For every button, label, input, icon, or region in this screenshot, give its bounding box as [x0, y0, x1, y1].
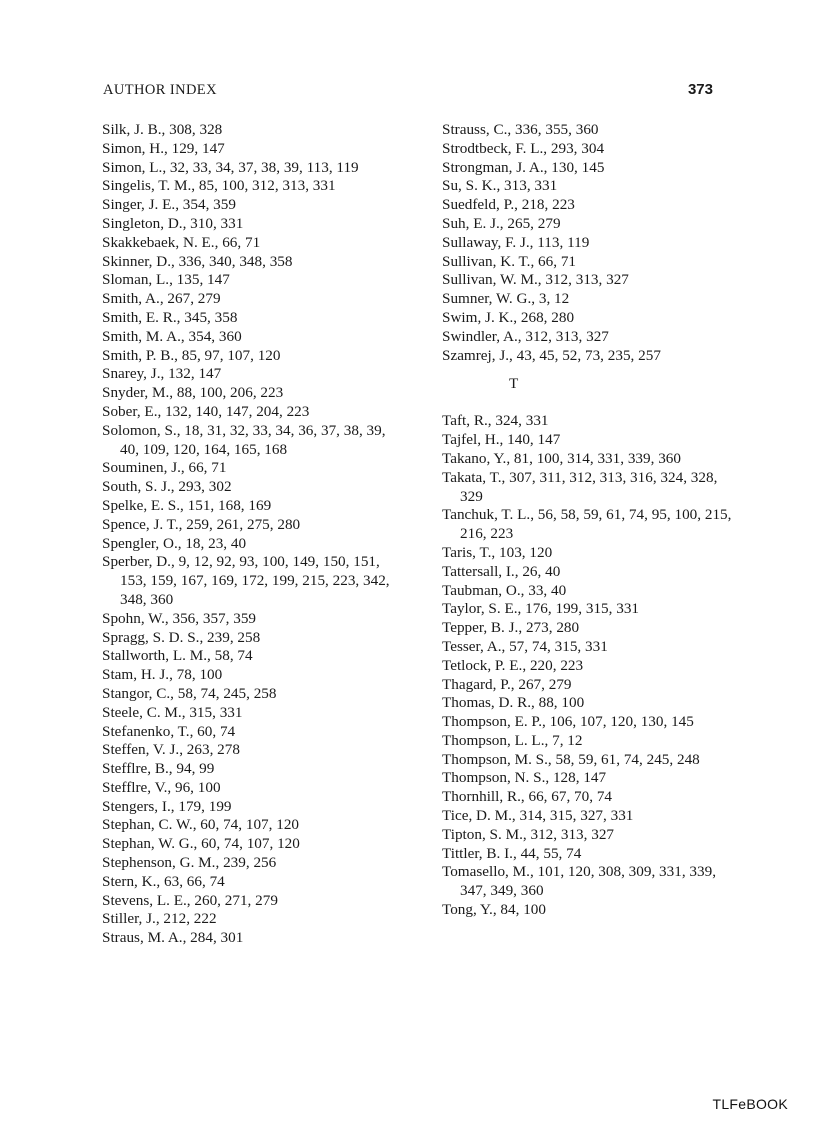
index-entry: Thompson, E. P., 106, 107, 120, 130, 145 — [442, 713, 694, 731]
index-entry: Thompson, L. L., 7, 12 — [442, 731, 583, 749]
index-entry: Sperber, D., 9, 12, 92, 93, 100, 149, 150, 151, 153, 159, 167, 169, 172, 199, 215, 223, 342, 348, 360 — [102, 553, 390, 608]
index-entry: Skinner, D., 336, 340, 348, 358 — [102, 252, 293, 270]
left-index-column — [102, 121, 402, 948]
index-entry: Stephan, C. W., 60, 74, 107, 120 — [102, 816, 300, 834]
s-entries-group — [442, 121, 742, 365]
index-entry: Tong, Y., 84, 100 — [442, 901, 546, 919]
index-entry: Stam, H. J., 78, 100 — [102, 666, 223, 684]
index-entry: Suedfeld, P., 218, 223 — [442, 196, 575, 214]
index-entry: Snarey, J., 132, 147 — [102, 365, 222, 383]
index-entry: Tajfel, H., 140, 147 — [442, 431, 561, 449]
index-entry: Smith, A., 267, 279 — [102, 290, 221, 308]
index-entry: Spengler, O., 18, 23, 40 — [102, 534, 247, 552]
index-entry: Tepper, B. J., 273, 280 — [442, 619, 580, 637]
index-entry: Steele, C. M., 315, 331 — [102, 703, 243, 721]
index-entry: Sloman, L., 135, 147 — [102, 271, 230, 289]
index-entry: Silk, J. B., 308, 328 — [102, 121, 223, 138]
running-head — [103, 82, 715, 102]
index-entry: Smith, P. B., 85, 97, 107, 120 — [102, 346, 281, 364]
index-entry: Sullivan, W. M., 312, 313, 327 — [442, 271, 629, 289]
index-entry: Simon, L., 32, 33, 34, 37, 38, 39, 113, 119 — [102, 158, 359, 176]
index-entry: Singelis, T. M., 85, 100, 312, 313, 331 — [102, 177, 336, 195]
index-entry: Stiller, J., 212, 222 — [102, 910, 217, 928]
index-entry: Sullaway, F. J., 113, 119 — [442, 233, 590, 251]
index-entry: Skakkebaek, N. E., 66, 71 — [102, 233, 261, 251]
section-title: AUTHOR INDEX — [103, 82, 217, 98]
index-entry: Spence, J. T., 259, 261, 275, 280 — [102, 515, 301, 533]
index-entry: Tanchuk, T. L., 56, 58, 59, 61, 74, 95, 100, 215, 216, 223 — [442, 506, 732, 543]
index-entry: Steffen, V. J., 263, 278 — [102, 741, 240, 759]
letter-heading: T — [509, 374, 519, 392]
index-entry: Sumner, W. G., 3, 12 — [442, 290, 570, 308]
index-entry: Tittler, B. I., 44, 55, 74 — [442, 844, 582, 862]
index-entry: Su, S. K., 313, 331 — [442, 177, 558, 195]
index-entry: Tetlock, P. E., 220, 223 — [442, 656, 584, 674]
index-entry: Swindler, A., 312, 313, 327 — [442, 327, 609, 345]
index-entry: Stangor, C., 58, 74, 245, 258 — [102, 684, 277, 702]
index-entry: Suh, E. J., 265, 279 — [442, 214, 561, 232]
index-entry: Thompson, M. S., 58, 59, 61, 74, 245, 248 — [442, 750, 700, 768]
index-entry: Stallworth, L. M., 58, 74 — [102, 647, 253, 665]
index-entry: Tice, D. M., 314, 315, 327, 331 — [442, 807, 634, 825]
index-entry: Stephenson, G. M., 239, 256 — [102, 854, 277, 872]
index-entry: Singer, J. E., 354, 359 — [102, 196, 236, 214]
index-entry: Singleton, D., 310, 331 — [102, 214, 244, 232]
page-number: 373 — [687, 81, 713, 98]
index-entry: Stephan, W. G., 60, 74, 107, 120 — [102, 835, 300, 853]
index-entry: Tipton, S. M., 312, 313, 327 — [442, 825, 615, 843]
index-entry: Spragg, S. D. S., 239, 258 — [102, 628, 261, 646]
index-entry: Tattersall, I., 26, 40 — [442, 562, 561, 580]
index-entry: Strauss, C., 336, 355, 360 — [442, 121, 599, 138]
index-entry: Taylor, S. E., 176, 199, 315, 331 — [442, 600, 640, 618]
index-entry: Tomasello, M., 101, 120, 308, 309, 331, 339, 347, 349, 360 — [442, 863, 716, 900]
index-entry: Smith, M. A., 354, 360 — [102, 327, 242, 345]
index-entry: Sober, E., 132, 140, 147, 204, 223 — [102, 402, 310, 420]
index-entry: Simon, H., 129, 147 — [102, 139, 225, 157]
index-entry: Thompson, N. S., 128, 147 — [442, 769, 607, 787]
index-entry: Taubman, O., 33, 40 — [442, 581, 567, 599]
index-entry: Taris, T., 103, 120 — [442, 543, 553, 561]
index-entry: Straus, M. A., 284, 301 — [102, 929, 244, 947]
index-entry: Takano, Y., 81, 100, 314, 331, 339, 360 — [442, 449, 681, 467]
index-entry: Snyder, M., 88, 100, 206, 223 — [102, 384, 284, 402]
index-entry: Spohn, W., 356, 357, 359 — [102, 609, 257, 627]
right-index-column — [442, 121, 742, 920]
index-entry: Taft, R., 324, 331 — [442, 412, 549, 430]
index-entry: Swim, J. K., 268, 280 — [442, 308, 575, 326]
footer-tag: TLFeBOOK — [712, 1096, 788, 1112]
index-entry: Sullivan, K. T., 66, 71 — [442, 252, 577, 270]
index-entry: Stern, K., 63, 66, 74 — [102, 872, 225, 890]
index-entry: Takata, T., 307, 311, 312, 313, 316, 324, 328, 329 — [442, 468, 718, 505]
t-entries-group — [442, 412, 742, 920]
index-entry: South, S. J., 293, 302 — [102, 478, 232, 496]
index-entry: Stengers, I., 179, 199 — [102, 797, 232, 815]
index-entry: Thornhill, R., 66, 67, 70, 74 — [442, 788, 613, 806]
index-entry: Stefflre, V., 96, 100 — [102, 778, 221, 796]
index-entry: Strongman, J. A., 130, 145 — [442, 158, 605, 176]
index-entry: Strodtbeck, F. L., 293, 304 — [442, 139, 605, 157]
index-entry: Tesser, A., 57, 74, 315, 331 — [442, 637, 608, 655]
index-entry: Stefanenko, T., 60, 74 — [102, 722, 236, 740]
index-entry: Stefflre, B., 94, 99 — [102, 760, 215, 778]
index-entry: Szamrej, J., 43, 45, 52, 73, 235, 257 — [442, 346, 661, 364]
index-entry: Thagard, P., 267, 279 — [442, 675, 572, 693]
index-entry: Solomon, S., 18, 31, 32, 33, 34, 36, 37, 38, 39, 40, 109, 120, 164, 165, 168 — [102, 421, 386, 458]
index-entry: Stevens, L. E., 260, 271, 279 — [102, 891, 278, 909]
index-entry: Smith, E. R., 345, 358 — [102, 308, 238, 326]
index-entry: Thomas, D. R., 88, 100 — [442, 694, 585, 712]
index-entry: Spelke, E. S., 151, 168, 169 — [102, 496, 272, 514]
index-entry: Souminen, J., 66, 71 — [102, 459, 227, 477]
